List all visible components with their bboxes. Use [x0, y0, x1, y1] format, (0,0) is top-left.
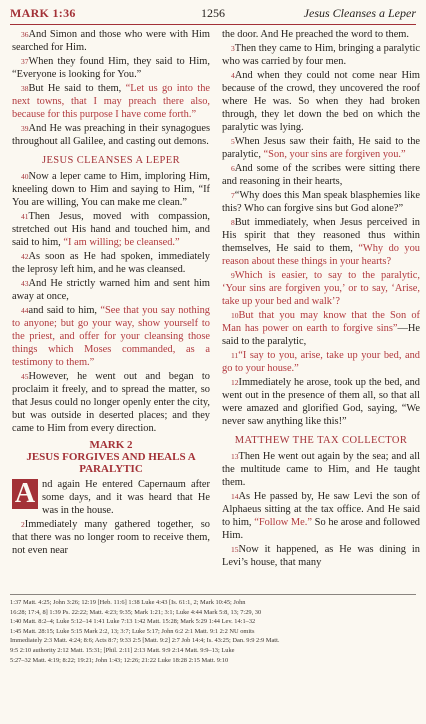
verse-text: But He said to them, — [28, 83, 126, 94]
verse-number: 9 — [231, 271, 235, 280]
running-header — [10, 6, 416, 24]
verse-number: 3 — [231, 44, 235, 53]
words-of-jesus: “Follow Me.” — [254, 517, 312, 528]
verse-text: As He passed by, He saw Levi the son of Alphaeus sitting at the tax office. And He said to him, — [222, 491, 420, 528]
verse-text: and said to him, — [28, 305, 101, 316]
verse — [222, 309, 420, 348]
verse — [12, 122, 210, 148]
verse — [222, 28, 420, 41]
verse-number: 13 — [231, 452, 239, 461]
verse-number: 10 — [231, 311, 239, 320]
footnote-line: 1:45 Matt. 28:15; Luke 5:15 Mark 2:2, 13; 3:7; Luke 5:17; John 6:2 2:1 Matt. 9:1 2:2 NU omits — [10, 627, 255, 635]
verse-number: 39 — [21, 124, 29, 133]
verse — [222, 490, 420, 542]
verse-number: 14 — [231, 492, 239, 501]
verse — [222, 543, 420, 569]
verse-text: Now a leper came to Him, imploring Him, kneeling down to Him and saying to Him, “If You are willing, You can make me clean.” — [12, 171, 210, 208]
footnote-line: 1:40 Matt. 8:2–4; Luke 5:12–14 1:41 Luke 7:13 1:42 Matt. 15:28; Mark 5:29 1:44 Lev. 14:1–32 — [10, 618, 256, 626]
footnote-line: 16:28; 17:4, 8] 1:39 Ps. 22:22; Matt. 4:23; 9:35; Mark 1:21; 3:1; Luke 4:44 Mark 5:8, 13; 7:29, 30 — [10, 608, 262, 616]
verse-text: And He strictly warned him and sent him away at once, — [12, 278, 210, 302]
verse-group-5 — [222, 450, 420, 569]
verse-number: 8 — [231, 218, 235, 227]
verse — [12, 55, 210, 81]
verse-text: And Simon and those who were with Him searched for Him. — [12, 29, 210, 53]
drop-cap: A — [12, 479, 38, 509]
footnote-line: 1:37 Matt. 4:25; John 3:26; 12:19 [Heb. 11:6] 1:38 Luke 4:43 [Is. 61:1, 2; Mark 10:45; John — [10, 599, 246, 606]
verse — [222, 69, 420, 134]
verse-text: However, he went out and began to proclaim it freely, and to spread the matter, so that Jesus could no longer openly enter the city, but was outside in deserted places; and they came to Him from every direction. — [12, 371, 210, 434]
verse-number: 44 — [21, 306, 29, 315]
verse — [222, 135, 420, 161]
verse-text: And He was preaching in their synagogues throughout all Galilee, and casting out demons. — [12, 123, 210, 147]
verse — [12, 518, 210, 557]
words-of-jesus: “I say to you, arise, take up your bed, and go to your house.” — [222, 350, 420, 374]
footnote-line: 5:27–32 Matt. 4:19; 8:22; 19:21; John 1:43; 12:26; 21:22 Luke 18:28 2:15 Matt. 9:10 — [10, 656, 229, 664]
page-number: 1256 — [201, 6, 225, 20]
verse-text: When Jesus saw their faith, He said to the paralytic, — [222, 136, 420, 160]
verse-text: Then He went out again by the sea; and all the multitude came to Him, and He taught them. — [222, 451, 420, 488]
verse-text: Immediately he arose, took up the bed, and went out in the presence of them all, so that all were amazed and glorified God, saying, “We never saw anything like this!” — [222, 377, 420, 427]
verse-number: 7 — [231, 191, 235, 200]
cross-reference-footnotes — [10, 594, 416, 665]
words-of-jesus: “Son, your sins are forgiven you.” — [263, 149, 406, 160]
verse-text: Immediately many gathered together, so that there was no longer room to receive them, not even near — [12, 519, 210, 556]
section-heading-tax-collector: MATTHEW THE TAX COLLECTOR — [234, 435, 408, 446]
verse-number: 6 — [231, 164, 235, 173]
verse-text: “Why does this Man speak blasphemies like this? Who can forgive sins but God alone?” — [222, 190, 420, 214]
verse-number: 2 — [21, 520, 25, 529]
verse-number: 40 — [21, 172, 29, 181]
verse-text: Then Jesus, moved with compassion, stretched out His hand and touched him, and said to him, — [12, 211, 210, 248]
footnote-line: 9:5 2:10 authority 2:12 Matt. 15:31; [Phil. 2:11] 2:13 Matt. 9:9 2:14 Matt. 9:9–13; Luke — [10, 646, 235, 654]
verse — [222, 376, 420, 428]
chapter-opening — [12, 478, 210, 517]
verse-text: Then they came to Him, bringing a paralytic who was carried by four men. — [222, 43, 420, 67]
right-column — [222, 28, 420, 570]
verse-text: When they found Him, they said to Him, “Everyone is looking for You.” — [12, 56, 210, 80]
verse-group-1 — [12, 28, 210, 148]
verse — [12, 277, 210, 303]
verse — [12, 370, 210, 435]
words-of-jesus: “Let us go into the next towns, that I may preach there also, because for this purpose I have come forth.” — [12, 83, 211, 120]
verse — [222, 269, 420, 308]
verse — [222, 216, 420, 268]
verse-number: 12 — [231, 378, 239, 387]
verse-text: As soon as He had spoken, immediately the leprosy left him, and he was cleansed. — [12, 251, 210, 275]
verse — [12, 170, 210, 209]
verse — [222, 349, 420, 375]
verse-number: 41 — [21, 212, 29, 221]
words-of-jesus: But that you may know that the Son of Man has power on earth to forgive sins” — [222, 310, 420, 334]
verse — [12, 304, 210, 369]
verse — [12, 28, 210, 54]
verse — [222, 42, 420, 68]
verse-number: 45 — [21, 372, 29, 381]
header-rule — [10, 24, 416, 25]
verse-text: And when they could not come near Him because of the crowd, they uncovered the roof where He was. So when they had broken through, they let down the bed on which the paralytic was lying. — [222, 70, 420, 133]
verse-text: —He said to the paralytic, — [222, 323, 420, 347]
verse-text: the door. And He preached the word to them. — [222, 29, 409, 40]
verse-number: 5 — [231, 137, 235, 146]
verse — [222, 189, 420, 215]
verse-group-2 — [12, 170, 210, 435]
words-of-jesus: “Why do you reason about these things in your hearts? — [222, 243, 420, 267]
header-reference: MARK 1:36 — [10, 6, 76, 20]
verse-number: 42 — [21, 252, 29, 261]
words-of-jesus: “See that you say nothing to anyone; but go your way, show yourself to the priest, and offer for your cleansing those things which Moses commanded, as a testimony to them.” — [12, 305, 210, 368]
words-of-jesus: Which is easier, to say to the paralytic, ‘Your sins are forgiven you,’ or to say, ‘Arise, take up your bed and walk’? — [222, 270, 420, 307]
verse-text: But immediately, when Jesus perceived in His spirit that they reasoned thus within themselves, He said to them, — [222, 217, 420, 254]
words-of-jesus: “I am willing; be cleansed.” — [63, 237, 180, 248]
left-column — [12, 28, 210, 558]
footnote-line: Immediately 2:3 Matt. 4:24; 8:6; Acts 8:7; 9:33 2:5 [Matt. 9:2] 2:7 Job 14:4; Is. 43:25; Dan. 9:9 2:9 Matt. — [10, 637, 280, 645]
verse-number: 15 — [231, 545, 239, 554]
verse-text: And some of the scribes were sitting there and reasoning in their hearts, — [222, 163, 420, 187]
verse — [12, 82, 210, 121]
section-heading-leper: JESUS CLEANSES A LEPER — [41, 155, 181, 166]
verse — [222, 450, 420, 489]
chapter-heading — [12, 439, 210, 475]
verse-number: 36 — [21, 30, 29, 39]
chapter-number: MARK 2 — [89, 439, 133, 451]
verse-number: 37 — [21, 57, 29, 66]
chapter-title: JESUS FORGIVES AND HEALS A PARALYTIC — [26, 451, 196, 475]
header-topic: Jesus Cleanses a Leper — [303, 6, 416, 20]
verse-group-4 — [222, 28, 420, 428]
verse-number: 4 — [231, 71, 235, 80]
verse-number: 43 — [21, 279, 29, 288]
verse-number: 38 — [21, 84, 29, 93]
verse-number: 11 — [231, 351, 239, 360]
verse — [222, 162, 420, 188]
verse — [12, 250, 210, 276]
verse-group-3 — [12, 518, 210, 557]
verse-text: Now it happened, as He was dining in Levi’s house, that many — [222, 544, 420, 568]
chapter-opening-text: nd again He entered Capernaum after some days, and it was heard that He was in the house. — [42, 479, 210, 516]
verse — [12, 210, 210, 249]
verse-text: So he arose and followed Him. — [222, 517, 421, 541]
